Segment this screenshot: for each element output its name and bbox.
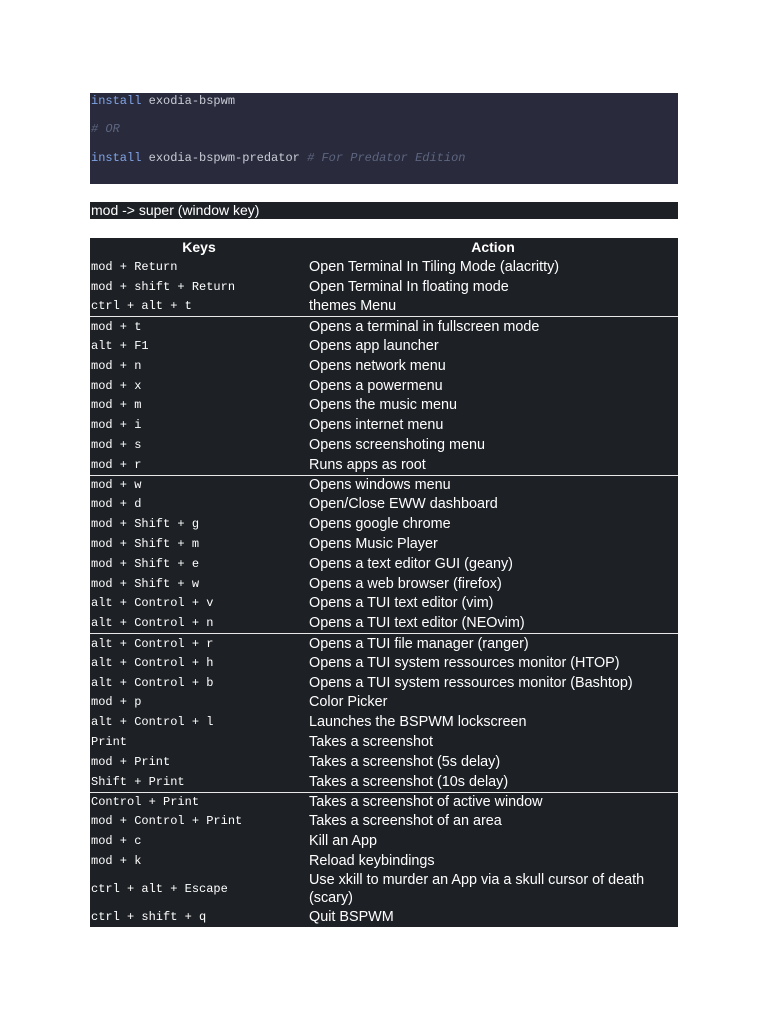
keys-cell: ctrl + alt + t (91, 299, 192, 314)
table-row (90, 633, 678, 653)
keys-cell: mod + n (91, 358, 142, 373)
table-row (90, 831, 678, 851)
keys-cell: mod + t (91, 319, 142, 334)
mod-key-note: mod -> super (window key) (90, 202, 678, 219)
keys-cell: alt + F1 (91, 339, 149, 354)
action-cell: Kill an App (309, 833, 378, 849)
keys-cell: mod + Return (91, 259, 178, 274)
action-cell: Open Terminal In Tiling Mode (alacritty) (309, 258, 560, 275)
action-cell: Opens google chrome (309, 516, 451, 533)
table-row (90, 712, 678, 732)
keys-cell: mod + Shift + m (91, 537, 200, 552)
action-cell: Opens a text editor GUI (geany) (309, 555, 513, 572)
table-row (90, 908, 678, 927)
action-cell: Open/Close EWW dashboard (309, 496, 498, 513)
keys-cell: Print (91, 735, 128, 750)
code-comment: # OR (91, 122, 120, 136)
action-cell: Takes a screenshot of an area (309, 813, 502, 830)
action-cell: Reload keybindings (309, 852, 435, 869)
keys-cell: mod + s (91, 438, 142, 453)
table-row (90, 673, 678, 693)
table-row (90, 594, 678, 614)
action-cell: Opens a TUI file manager (ranger) (309, 635, 529, 652)
code-comment: # For Predator Edition (307, 151, 466, 165)
table-row (90, 316, 678, 336)
table-row (90, 811, 678, 831)
keys-cell: mod + r (91, 457, 142, 472)
table-row (90, 554, 678, 574)
keys-cell: ctrl + shift + q (91, 910, 207, 925)
code-block (90, 93, 678, 184)
table-row (90, 851, 678, 871)
code-text: exodia-bspwm-predator (141, 151, 308, 165)
table-row (90, 257, 678, 277)
keys-cell: mod + Shift + w (91, 576, 200, 591)
keys-cell: mod + k (91, 853, 142, 868)
keys-cell: mod + c (91, 834, 142, 848)
table-body (90, 257, 678, 927)
keys-cell: mod + x (91, 378, 142, 393)
header-action: Action (471, 239, 515, 255)
code-keyword: install (91, 151, 142, 165)
table-row (90, 693, 678, 713)
keys-cell: mod + shift + Return (91, 279, 236, 294)
table-row (90, 455, 678, 475)
table-row (90, 732, 678, 752)
table-row (90, 297, 678, 317)
keys-cell: alt + Control + b (91, 675, 214, 690)
action-cell: Opens a TUI system ressources monitor (HTOP) (309, 654, 620, 671)
table-row (90, 534, 678, 554)
action-cell: Takes a screenshot (10s delay) (309, 773, 509, 790)
keys-cell: mod + Shift + g (91, 517, 200, 532)
keys-cell: alt + Control + r (91, 636, 214, 651)
action-cell: Takes a screenshot (309, 734, 433, 751)
action-cell: Opens network menu (309, 357, 446, 374)
keys-cell: ctrl + alt + Escape (91, 882, 228, 897)
table-row (90, 613, 678, 633)
keys-cell: Control + Print (91, 794, 200, 809)
table-row (90, 653, 678, 673)
keys-cell: alt + Control + l (91, 715, 214, 730)
keys-cell: mod + m (91, 398, 142, 413)
table-row (90, 336, 678, 356)
keys-cell: mod + d (91, 497, 142, 512)
table-row (90, 792, 678, 812)
action-cell: Color Picker (309, 694, 388, 711)
action-cell: Opens internet menu (309, 417, 444, 434)
keys-cell: mod + Print (91, 754, 171, 769)
keys-cell: mod + w (91, 478, 142, 493)
action-cell: Opens a TUI system ressources monitor (Bashtop) (309, 674, 633, 691)
table-row (90, 415, 678, 435)
action-cell: Opens a TUI text editor (vim) (309, 595, 494, 612)
keys-cell: alt + Control + n (91, 616, 214, 631)
table-row (90, 396, 678, 416)
header-keys: Keys (182, 239, 216, 255)
action-cell: Open Terminal In floating mode (309, 278, 509, 295)
action-cell: themes Menu (309, 298, 397, 315)
table-row (90, 435, 678, 455)
code-line-install-predator (91, 150, 466, 166)
action-cell: Opens Music Player (309, 536, 438, 553)
action-cell: Runs apps as root (309, 456, 426, 473)
code-text: exodia-bspwm (141, 94, 236, 108)
keybindings-table (90, 238, 678, 927)
keys-cell: Shift + Print (91, 774, 185, 789)
keys-cell: mod + i (91, 418, 142, 433)
table-row (90, 475, 678, 495)
code-keyword: install (91, 94, 142, 108)
action-cell: Opens screenshoting menu (309, 437, 485, 454)
action-cell: Use xkill to murder an App via a skull cursor of death (scary) (309, 872, 645, 907)
action-cell: Takes a screenshot (5s delay) (309, 753, 501, 770)
action-cell: Quit BSPWM (309, 909, 394, 926)
table-row (90, 752, 678, 772)
table-row (90, 871, 678, 908)
keys-cell: alt + Control + v (91, 596, 214, 611)
keys-cell: mod + Control + Print (91, 814, 243, 829)
table-row (90, 495, 678, 515)
table-row (90, 574, 678, 594)
keys-cell: mod + Shift + e (91, 556, 200, 571)
keys-cell: alt + Control + h (91, 655, 214, 670)
table-header (90, 238, 678, 257)
action-cell: Opens a TUI text editor (NEOvim) (309, 615, 525, 632)
action-cell: Opens the music menu (309, 397, 457, 414)
action-cell: Takes a screenshot of active window (309, 793, 543, 810)
action-cell: Opens a terminal in fullscreen mode (309, 318, 540, 335)
code-line-install (91, 93, 235, 109)
action-cell: Launches the BSPWM lockscreen (309, 714, 527, 731)
table-row (90, 514, 678, 534)
table-row (90, 277, 678, 297)
code-line-or-comment (91, 121, 120, 137)
action-cell: Opens windows menu (309, 477, 451, 494)
table-row (90, 772, 678, 792)
action-cell: Opens app launcher (309, 338, 439, 355)
action-cell: Opens a web browser (firefox) (309, 575, 502, 592)
table-row (90, 376, 678, 396)
action-cell: Opens a powermenu (309, 377, 443, 394)
keys-cell: mod + p (91, 695, 142, 710)
table-row (90, 356, 678, 376)
